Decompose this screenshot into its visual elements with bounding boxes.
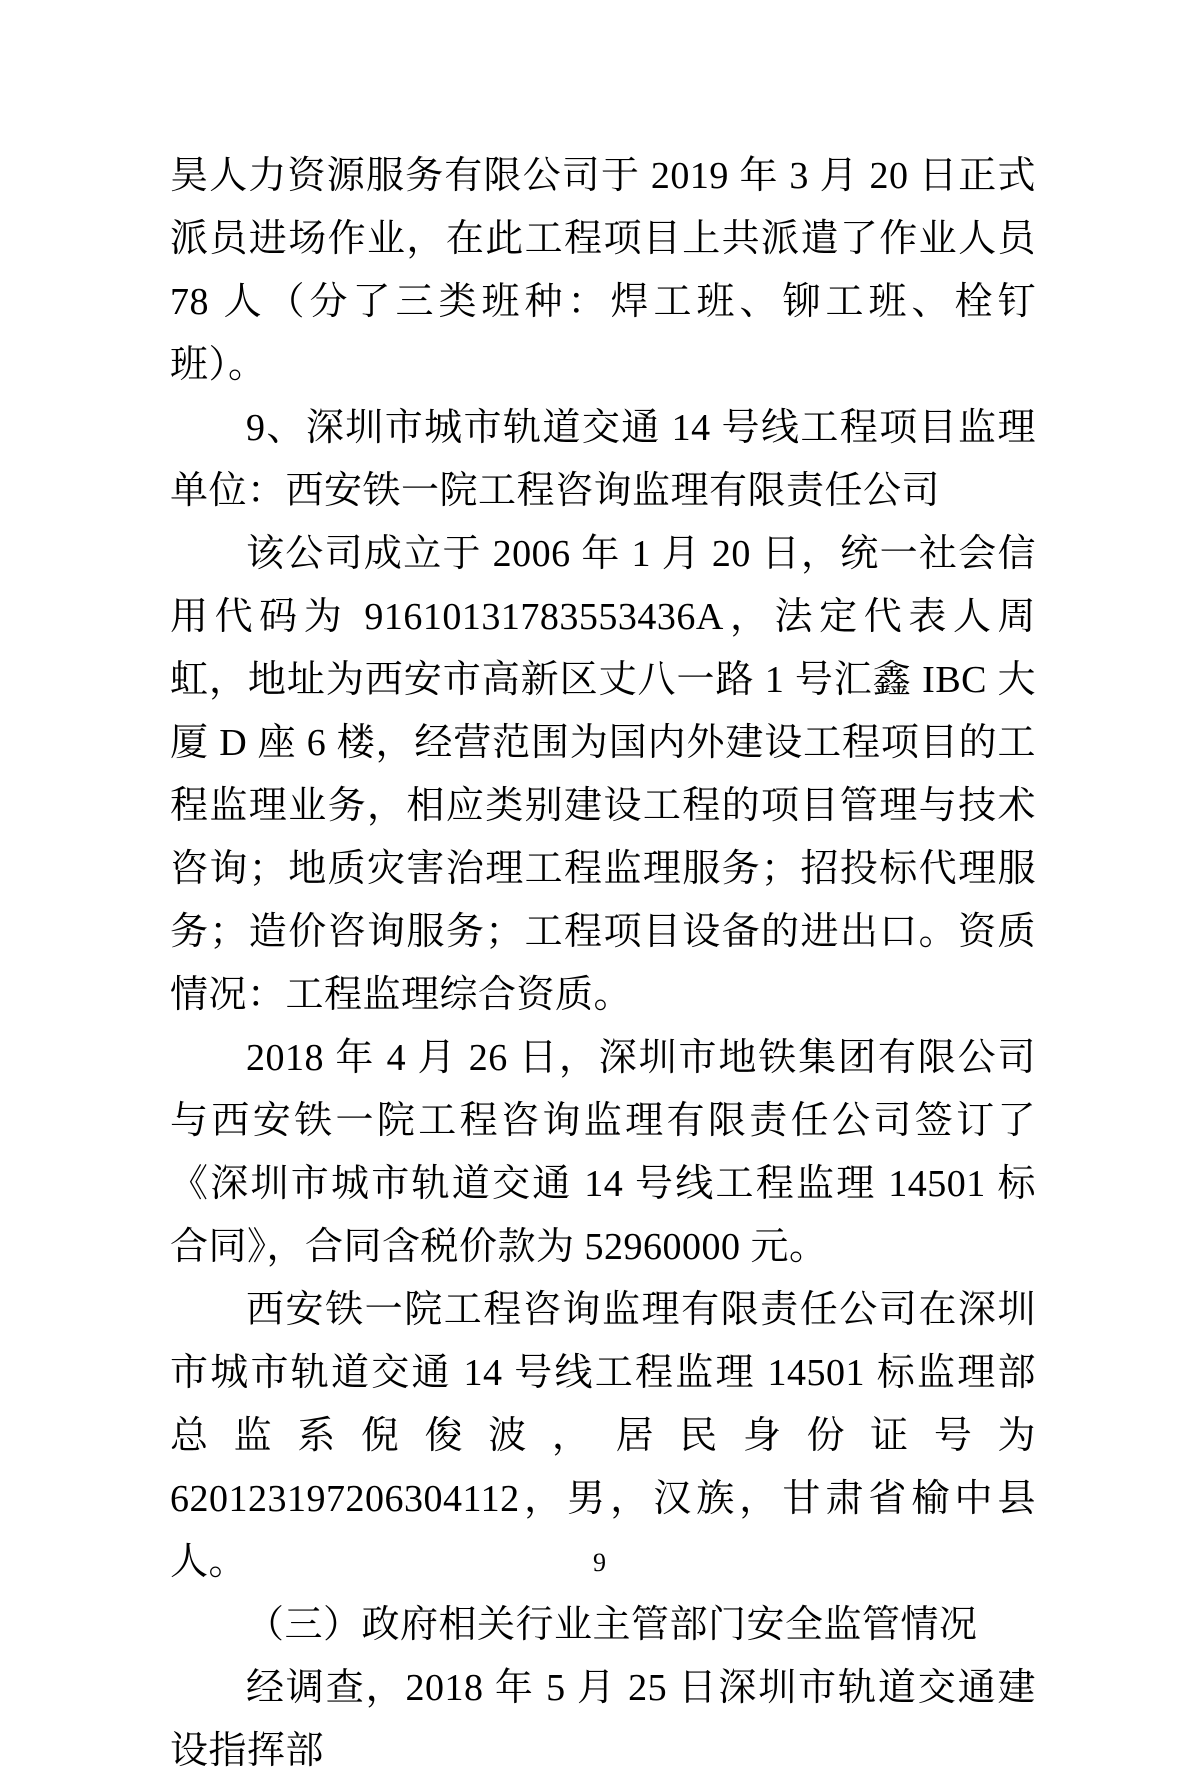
paragraph-item-9-heading: 9、深圳市城市轨道交通 14 号线工程项目监理单位：西安铁一院工程咨询监理有限责任公司 bbox=[170, 407, 1036, 512]
paragraph-continuation: 昊人力资源服务有限公司于 2019 年 3 月 20 日正式派员进场作业，在此工程项目上共派遣了作业人员 78 人（分了三类班种：焊工班、铆工班、栓钉班）。 bbox=[170, 155, 1036, 386]
paragraph-chief-supervisor: 西安铁一院工程咨询监理有限责任公司在深圳市城市轨道交通 14 号线工程监理 14501 标监理部总监系倪俊波，居民身份证号为 620123197206304112，男，汉族，甘肃省榆中县人。 bbox=[170, 1289, 1036, 1583]
page-number: 9 bbox=[593, 1548, 606, 1577]
document-body bbox=[170, 145, 1036, 1783]
paragraph-section-3-heading: （三）政府相关行业主管部门安全监管情况 bbox=[246, 1604, 978, 1646]
paragraph-company-profile: 该公司成立于 2006 年 1 月 20 日，统一社会信用代码为 91610131783553436A，法定代表人周虹，地址为西安市高新区丈八一路 1 号汇鑫 IBC 大厦 D 座 6 楼，经营范围为国内外建设工程项目的工程监理业务，相应类别建设工程的项目管理与技术咨询；地质灾害治理工程监理服务；招投标代理服务；造价咨询服务；工程项目设备的进出口。资质情况：工程监理综合资质。 bbox=[170, 533, 1036, 1016]
paragraph-investigation: 经调查，2018 年 5 月 25 日深圳市轨道交通建设指挥部 bbox=[170, 1667, 1036, 1772]
paragraph-contract: 2018 年 4 月 26 日，深圳市地铁集团有限公司与西安铁一院工程咨询监理有限责任公司签订了《深圳市城市轨道交通 14 号线工程监理 14501 标合同》，合同含税价款为 52960000 元。 bbox=[170, 1037, 1036, 1268]
